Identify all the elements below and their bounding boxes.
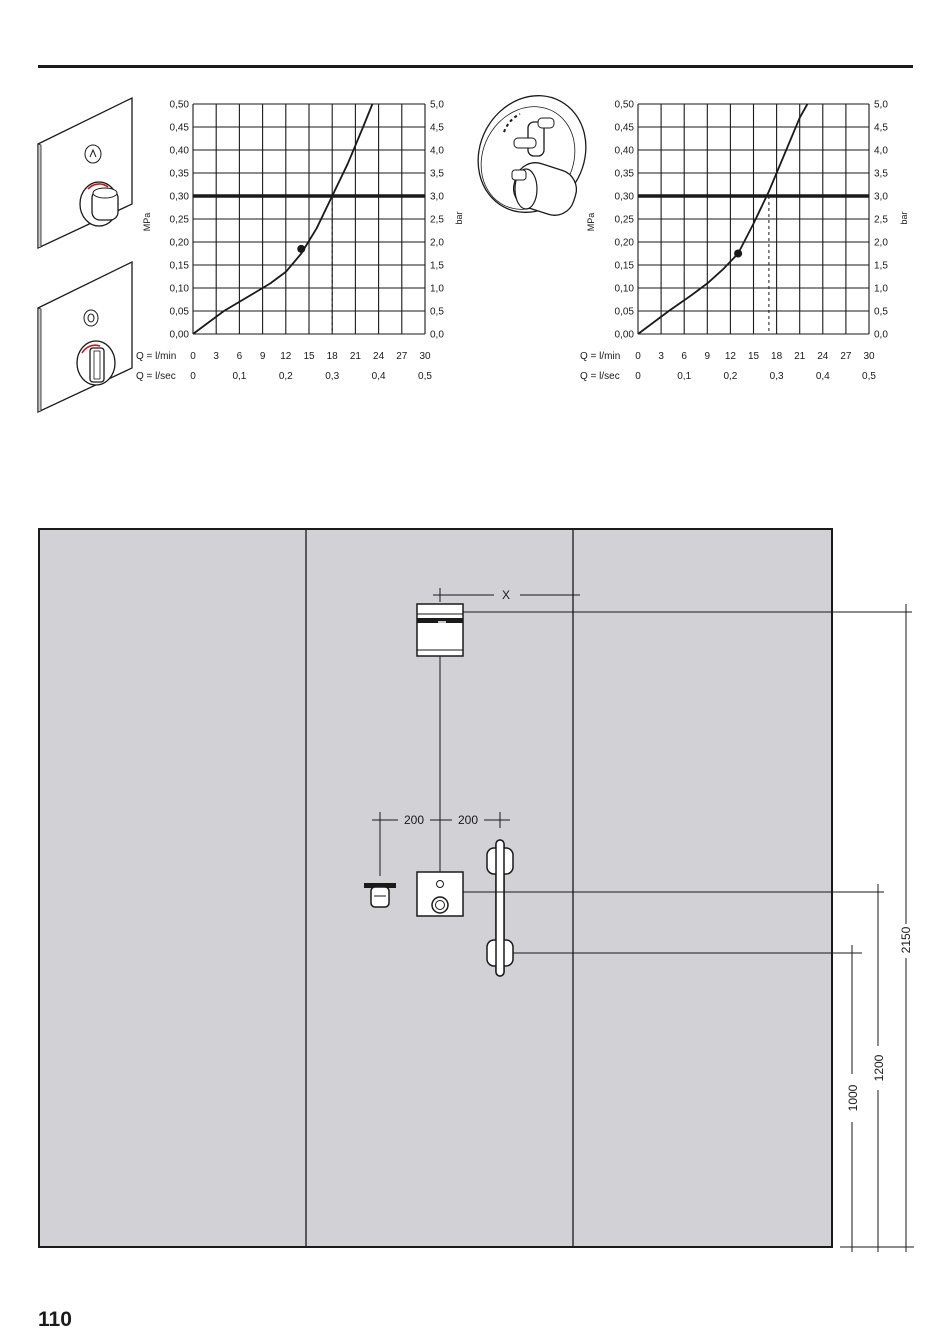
- left-axis-tick-label: 0,25: [169, 214, 189, 226]
- x-axis-lmin-tick-label: 24: [373, 351, 385, 362]
- x-axis-lsec-tick-label: 0,2: [278, 371, 293, 382]
- x-axis-lmin-tick-label: 12: [724, 351, 736, 362]
- left-axis-tick-label: 0,30: [614, 191, 634, 203]
- operating-point-marker: [734, 250, 742, 258]
- x-axis-lsec-tick-label: 0: [190, 371, 196, 382]
- right-axis-tick-label: 3,5: [430, 168, 444, 180]
- left-axis-tick-label: 0,50: [614, 99, 634, 111]
- dimension-200-right-label: 200: [457, 813, 479, 827]
- x-axis-lmin-tick-label: 27: [396, 351, 408, 362]
- chart-1-row1-label: Q = l/min: [136, 351, 177, 362]
- right-axis-tick-label: 1,0: [874, 283, 888, 295]
- right-axis-tick-label: 3,5: [874, 168, 888, 180]
- dimension-x-label: X: [501, 588, 511, 602]
- dimension-1200-label: 1200: [872, 1054, 886, 1082]
- x-axis-lmin-tick-label: 6: [681, 351, 687, 362]
- x-axis-lsec-tick-label: 0,5: [862, 371, 876, 382]
- right-axis-tick-label: 0,0: [874, 329, 888, 341]
- left-axis-tick-label: 0,40: [169, 145, 189, 157]
- x-axis-lsec-tick-label: 0,4: [371, 371, 386, 382]
- right-axis-tick-label: 4,0: [430, 145, 444, 157]
- x-axis-lmin-tick-label: 27: [840, 351, 852, 362]
- chart-2-row2-label: Q = l/sec: [580, 371, 620, 382]
- x-axis-lmin-tick-label: 18: [326, 351, 338, 362]
- x-axis-lmin-tick-label: 0: [635, 351, 641, 362]
- left-axis-tick-label: 0,30: [169, 191, 189, 203]
- left-axis-tick-label: 0,00: [614, 329, 634, 341]
- x-axis-lmin-tick-label: 24: [817, 351, 829, 362]
- x-axis-lmin-tick-label: 0: [190, 351, 196, 362]
- x-axis-lsec-tick-label: 0,1: [232, 371, 247, 382]
- x-axis-lmin-tick-label: 21: [349, 351, 361, 362]
- right-axis-tick-label: 2,5: [874, 214, 888, 226]
- left-axis-tick-label: 0,15: [169, 260, 189, 272]
- thermostat-module: [417, 872, 463, 916]
- right-axis-tick-label: 4,0: [874, 145, 888, 157]
- chart-1-right-unit: bar: [454, 211, 464, 225]
- x-axis-lsec-tick-label: 0,5: [418, 371, 432, 382]
- chart-2-left-unit: MPa: [586, 212, 596, 232]
- left-axis-tick-label: 0,40: [614, 145, 634, 157]
- right-axis-tick-label: 1,5: [874, 260, 888, 272]
- right-axis-tick-label: 3,0: [874, 191, 888, 203]
- x-axis-lsec-tick-label: 0,3: [769, 371, 784, 382]
- chart-1-left-unit: MPa: [142, 212, 152, 232]
- left-axis-tick-label: 0,10: [614, 283, 634, 295]
- chart-1-row2-label: Q = l/sec: [136, 371, 176, 382]
- right-axis-tick-label: 0,5: [430, 306, 444, 318]
- dimension-200-left-label: 200: [403, 813, 425, 827]
- left-axis-tick-label: 0,35: [614, 168, 634, 180]
- x-axis-lmin-tick-label: 15: [747, 351, 760, 362]
- x-axis-lsec-tick-label: 0,1: [677, 371, 692, 382]
- right-axis-tick-label: 1,5: [430, 260, 444, 272]
- left-axis-tick-label: 0,45: [169, 122, 189, 134]
- left-axis-tick-label: 0,45: [614, 122, 634, 134]
- installation-drawing: [0, 500, 950, 1270]
- right-axis-tick-label: 0,5: [874, 306, 888, 318]
- left-axis-tick-label: 0,00: [169, 329, 189, 341]
- x-axis-lsec-tick-label: 0: [635, 371, 641, 382]
- right-axis-tick-label: 2,5: [430, 214, 444, 226]
- right-axis-tick-label: 1,0: [430, 283, 444, 295]
- left-axis-tick-label: 0,05: [614, 306, 634, 318]
- left-axis-tick-label: 0,20: [169, 237, 189, 249]
- x-axis-lmin-tick-label: 12: [280, 351, 292, 362]
- x-axis-lmin-tick-label: 30: [419, 351, 431, 362]
- right-axis-tick-label: 4,5: [874, 122, 888, 134]
- x-axis-lmin-tick-label: 15: [303, 351, 315, 362]
- page-number: 110: [38, 1308, 72, 1331]
- left-axis-tick-label: 0,05: [169, 306, 189, 318]
- x-axis-lmin-tick-label: 3: [213, 351, 219, 362]
- x-axis-lsec-tick-label: 0,4: [815, 371, 830, 382]
- right-axis-tick-label: 4,5: [430, 122, 444, 134]
- left-axis-tick-label: 0,20: [614, 237, 634, 249]
- x-axis-lsec-tick-label: 0,3: [325, 371, 340, 382]
- right-axis-tick-label: 5,0: [430, 99, 444, 111]
- right-axis-tick-label: 3,0: [430, 191, 444, 203]
- right-axis-tick-label: 2,0: [430, 237, 444, 249]
- x-axis-lmin-tick-label: 6: [236, 351, 243, 362]
- dimension-2150-label: 2150: [899, 926, 913, 954]
- left-axis-tick-label: 0,25: [614, 214, 634, 226]
- left-axis-tick-label: 0,50: [169, 99, 189, 111]
- chart-2-right-unit: bar: [899, 211, 909, 225]
- chart-2-row1-label: Q = l/min: [580, 351, 621, 362]
- right-axis-tick-label: 5,0: [874, 99, 888, 111]
- x-axis-lmin-tick-label: 18: [771, 351, 783, 362]
- x-axis-lmin-tick-label: 9: [259, 351, 266, 362]
- left-axis-tick-label: 0,15: [614, 260, 634, 272]
- x-axis-lmin-tick-label: 21: [794, 351, 806, 362]
- right-axis-tick-label: 2,0: [874, 237, 888, 249]
- overhead-shower: [417, 604, 463, 656]
- x-axis-lsec-tick-label: 0,2: [723, 371, 738, 382]
- right-axis-tick-label: 0,0: [430, 329, 444, 341]
- x-axis-lmin-tick-label: 3: [658, 351, 664, 362]
- left-axis-tick-label: 0,35: [169, 168, 189, 180]
- dimension-1000-label: 1000: [846, 1084, 860, 1112]
- x-axis-lmin-tick-label: 30: [863, 351, 875, 362]
- left-axis-tick-label: 0,10: [169, 283, 189, 295]
- pressure-flow-chart-2: [0, 0, 950, 400]
- x-axis-lmin-tick-label: 9: [704, 351, 711, 362]
